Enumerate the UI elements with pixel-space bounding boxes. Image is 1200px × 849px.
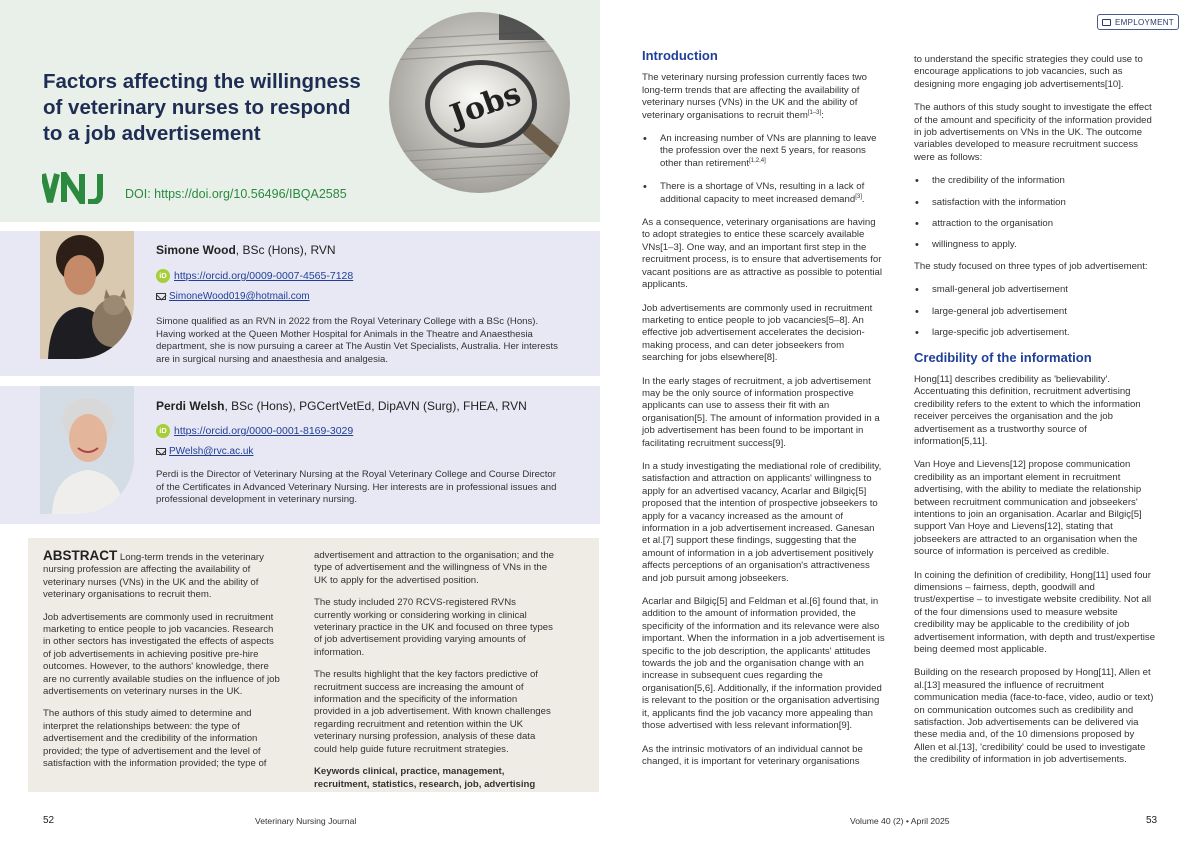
keywords-label: Keywords (314, 766, 360, 778)
bullet-item: • There is a shortage of VNs, resulting in a lack of additional capacity to meet increased demand[3]. (642, 181, 885, 206)
keywords (314, 766, 554, 791)
author-photo-simone-wood (40, 231, 134, 359)
abstract-column-2 (314, 550, 554, 801)
body-column-2 (914, 54, 1157, 778)
orcid-line (156, 424, 353, 438)
bullet-item: • attraction to the organisation (914, 218, 1157, 230)
bullet-item: • satisfaction with the information (914, 197, 1157, 209)
author-card-perdi-welsh (0, 386, 600, 524)
bullet-item: • An increasing number of VNs are planning to leave the profession over the next 5 years, for reasons other than retirement[1,2,4] (642, 133, 885, 170)
article-title: Factors affecting the willingness of veterinary nurses to respond to a job advertisement (43, 70, 361, 145)
author-bio: Simone qualified as an RVN in 2022 from the Royal Veterinary College with a BSc (Hons). Having worked at the Queen Mother Hospital for Animals in the Theatre and Anaesthesia department, she is now pursuing a career at The Austin Vet Specialists, Australia. Her interests are in surgical nursing and anaesthesia and analgesia. (156, 316, 558, 365)
abstract-paragraph: advertisement and attraction to the organisation; and the type of advertisement and the willingness of VNs in the UK to apply for the advertised position. (314, 550, 554, 586)
mail-icon (156, 293, 166, 300)
body-paragraph: Acarlar and Bilgiç[5] and Feldman et al.[6] found that, in addition to the amount of information provided, the specificity of the information and its relevance were also important. When the information in a job advertisement is specific to the job description, the applicants' attitudes towards the job and the organisation change with an increase in subsequent cues regarding the organisation[5,6]. Additionally, if the information provided is relevant to the position or the organisation advertising it, applicants find the job vacancy more appealing than those advertised with less relevant information[9]. (642, 596, 885, 732)
abstract-column-1 (43, 550, 283, 781)
body-paragraph: In a study investigating the mediational role of credibility, satisfaction and attraction on applicants' willingness to apply for an advertised vacancy, Acarlar and Bilgiç[5] proposed that the intention of prospective jobseekers to apply for a vacancy increased as the amount of information in a job advertisement increased. Ganesan et al.[7] support these findings, suggesting that the amount of information in a job advertisement positively affects perceptions of an organisation's attractiveness and job pursuit among jobseekers. (642, 460, 882, 584)
abstract-panel (28, 538, 599, 792)
author-bio: Perdi is the Director of Veterinary Nursing at the Royal Veterinary College and Course Director of the Certificates in Advanced Veterinary Nursing. Her interests are in professional issues and professional development in veterinary nursing. (156, 469, 557, 505)
bullet-item: • the credibility of the information (914, 175, 1157, 187)
section-badge-label: EMPLOYMENT (1114, 17, 1174, 27)
section-heading-introduction: Introduction (642, 48, 718, 63)
orcid-icon: iD (156, 269, 170, 283)
author-name-line (156, 243, 336, 257)
abstract-heading: ABSTRACT (43, 548, 118, 563)
bullet-item: • large-general job advertisement (914, 306, 1157, 318)
orcid-icon: iD (156, 424, 170, 438)
abstract-paragraph: The authors of this study aimed to determine and interpret the relationships between: the type of advertisement and the credibility of the information provided; the type of advertisement and the level of satisfaction with the information provided; the type of (43, 708, 267, 770)
author-name-line (156, 399, 527, 413)
right-page (600, 0, 1200, 849)
body-paragraph: The veterinary nursing profession currently faces two long-term trends that are affecting the availability of veterinary nurses (VNs) in the UK and the ability of veterinary organisations to recruit them[1–3]: (642, 72, 868, 121)
email-line (156, 446, 253, 457)
body-paragraph: Van Hoye and Lievens[12] propose communication credibility as an important element in recruitment advertising, with the ability to mediate the relationship between recruitment communication and jobseekers' intentions to join an organisation. Acarlar and Bilgiç[5] support Van Hoye and Lievens[12], stating that jobseekers are attracted to an organisation when the source of information is perceived as credible. (914, 459, 1142, 558)
body-paragraph: In the early stages of recruitment, a job advertisement may be the only source of information prospective applicants can use to assess their fit with an organisation[5]. The amount of information provided in a job advertisement has been found to be important in facilitating recruitment success[9]. (642, 375, 880, 449)
abstract-paragraph: Job advertisements are commonly used in recruitment marketing to entice people to job vacancies. Research in other sectors has investigated the effects of aspects of job advertisements in achieving positive pre-hire outcomes. However, to the authors' knowledge, there are no currently available studies on the influence of job advertisements on veterinary nurses in the UK. (43, 611, 280, 698)
orcid-link[interactable]: https://orcid.org/0009-0007-4565-7128 (174, 270, 354, 282)
author-credentials: , BSc (Hons), PGCertVetEd, DipAVN (Surg), FHEA, RVN (224, 399, 527, 413)
vnj-logo (42, 172, 110, 204)
issue-info: Volume 40 (2) • April 2025 (850, 816, 950, 826)
section-heading-credibility: Credibility of the information (914, 349, 1092, 365)
bullet-item: • small-general job advertisement (914, 284, 1157, 296)
abstract-paragraph: The study included 270 RCVS-registered RVNs currently working or considering working in clinical veterinary practice in the UK and focused on three types of job advertisement providing varying amounts of information. (314, 597, 553, 658)
bullet-item: • large-specific job advertisement. (914, 327, 1157, 339)
body-paragraph: Hong[11] describes credibility as 'believability'. Accentuating this definition, recruitment advertising credibility refers to the extent to which the information receiver perceives the organisation and the job advertisement as a trustworthy source of information[5,11]. (914, 373, 1141, 447)
author-credentials: , BSc (Hons), RVN (235, 243, 336, 257)
email-line (156, 291, 310, 302)
keywords-value: clinical, practice, management, recruitment, statistics, research, job, advertising (314, 766, 536, 790)
body-paragraph: As the intrinsic motivators of an individual cannot be changed, it is important for veterinary organisations (642, 743, 863, 767)
orcid-link[interactable]: https://orcid.org/0000-0001-8169-3029 (174, 425, 354, 437)
author-name: Simone Wood (156, 243, 236, 257)
magnifier-jobs-photo (389, 12, 570, 193)
body-paragraph: The study focused on three types of job advertisement: (914, 260, 1148, 272)
author-name: Perdi Welsh (156, 399, 225, 413)
title-panel (0, 0, 600, 222)
body-paragraph: Job advertisements are commonly used in recruitment marketing to entice people to job vacancies[5–8]. An effective job advertisement accelerates the decision-making process, and can deter jobseekers from searching for jobs elsewhere[8]. (642, 302, 873, 364)
magnifier-jobs-illustration (389, 12, 570, 193)
hero-jobs-word: Jobs (445, 76, 526, 134)
journal-name: Veterinary Nursing Journal (255, 816, 357, 826)
page-number-left: 52 (43, 815, 55, 826)
email-link[interactable]: SimoneWood019@hotmail.com (169, 291, 310, 302)
body-column-1 (642, 50, 885, 779)
author-portrait-illustration (40, 231, 134, 359)
email-link[interactable]: PWelsh@rvc.ac.uk (169, 446, 254, 457)
body-paragraph: Building on the research proposed by Hong[11], Allen et al.[13] measured the influence of recruitment communication media (face-to-face, video, audio or text) on communication outcomes such as credibility and satisfaction. Job advertisements can be delivered via these media and, of the 10 dimensions proposed by Allen et al.[13], 'credibility' could be used to investigate the credibility of information in job advertisements. (914, 667, 1154, 766)
author-card-simone-wood (0, 231, 600, 376)
body-paragraph: In coining the definition of credibility, Hong[11] used four dimensions – fairness, depth, goodwill and trust/expertise – to investigate website credibility. Not all of the four dimensions used to measure website credibility may be applicable to the credibility of job advertisement information, with depth and trust/expertise being deemed most applicable. (914, 569, 1156, 656)
body-paragraph: The authors of this study sought to investigate the effect of the amount and specificity of the information provided in job advertisements on VNs in the UK. The outcome variables developed to measure recruitment success were as follows: (914, 102, 1152, 163)
section-badge (1097, 14, 1179, 30)
page-number-right: 53 (1146, 815, 1158, 826)
author-portrait-illustration (40, 386, 134, 514)
doi-link[interactable]: DOI: https://doi.org/10.56496/IBQA2585 (125, 187, 347, 201)
body-paragraph: As a consequence, veterinary organisations are having to adopt strategies to entice these scarcely available VNs[1–3]. One way, and an important first step in the recruitment process, is to ensure that advertisements for vacant positions are as attractive as possible to potential applicants. (642, 217, 882, 291)
bullet-item: • willingness to apply. (914, 239, 1157, 251)
briefcase-icon (1102, 19, 1111, 26)
body-paragraph: to understand the specific strategies they could use to encourage applications to job vacancies, such as designing more engaging job advertisements[10]. (914, 54, 1143, 90)
orcid-line (156, 269, 353, 283)
abstract-paragraph: ABSTRACT Long-term trends in the veterinary nursing profession are affecting the availability of veterinary nurses (VNs) in the UK and the ability of veterinary organisations to recruit them. (43, 548, 264, 601)
mail-icon (156, 448, 166, 455)
author-photo-perdi-welsh (40, 386, 134, 514)
abstract-paragraph: The results highlight that the key factors predictive of recruitment success are increasing the amount of information and the specificity of the information provided in a job advertisement. With known challenges regarding recruitment and retention within the UK veterinary nursing profession, analysis of these data could help guide future recruitment strategies. (314, 669, 551, 755)
